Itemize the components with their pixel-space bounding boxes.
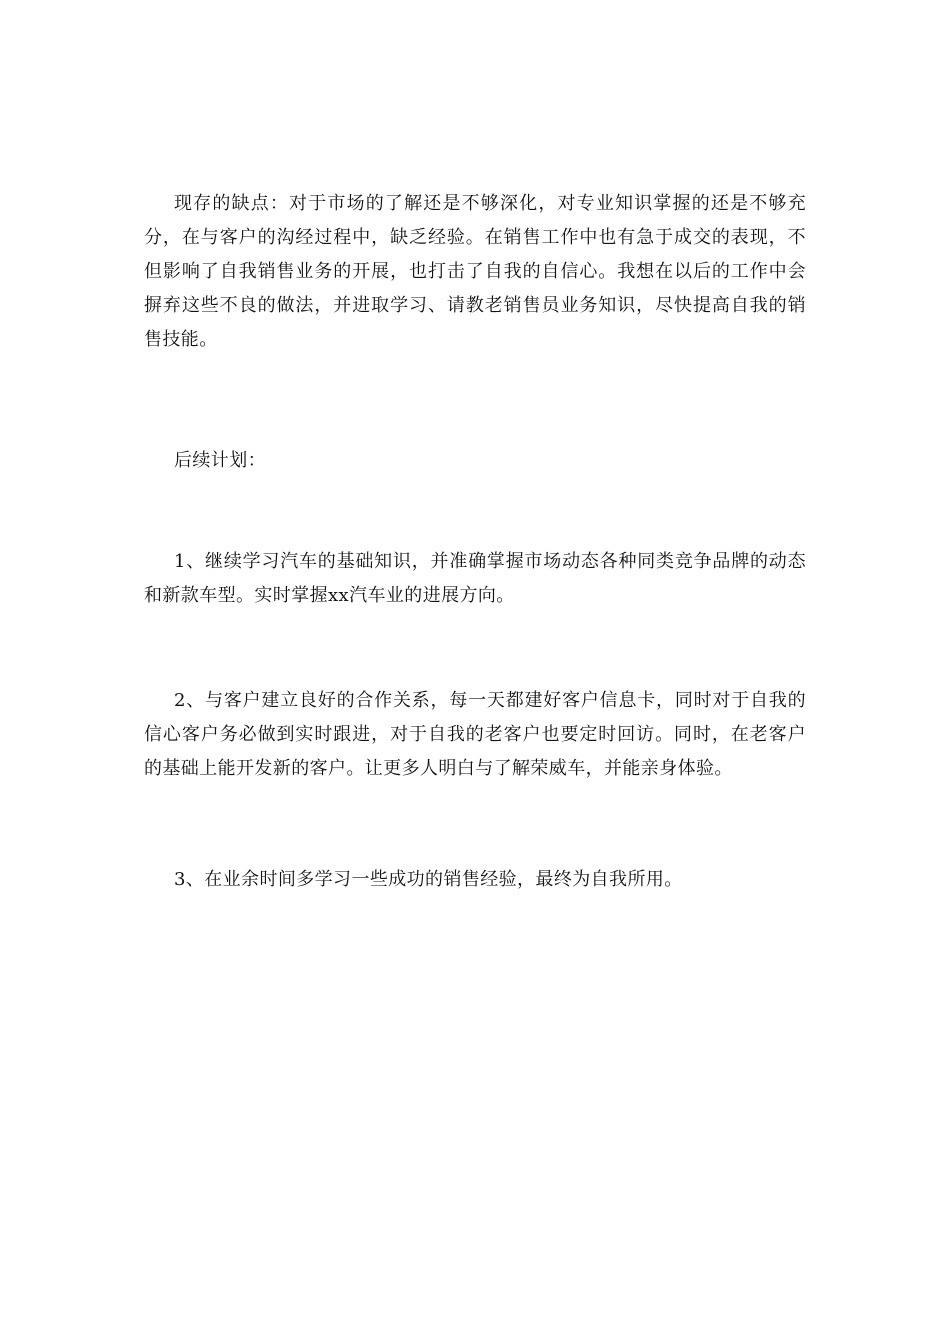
paragraph-plan-item-1: 1、继续学习汽车的基础知识，并准确掌握市场动态各种同类竞争品牌的动态和新款车型。实时掌握xx汽车业的进展方向。 bbox=[144, 551, 806, 606]
paragraph-plan-item-2: 2、与客户建立良好的合作关系，每一天都建好客户信息卡，同时对于自我的信心客户务必做到实时跟进，对于自我的老客户也要定时回访。同时，在老客户的基础上能开发新的客户。让更多人明白与了解荣威车，并能亲身体验。 bbox=[144, 690, 806, 779]
paragraph-followup-heading: 后续计划： bbox=[174, 450, 266, 471]
paragraph-shortcomings: 现存的缺点：对于市场的了解还是不够深化，对专业知识掌握的还是不够充分，在与客户的沟经过程中，缺乏经验。在销售工作中也有急于成交的表现，不但影响了自我销售业务的开展，也打击了自我的自信心。我想在以后的工作中会摒弃这些不良的做法，并进取学习、请教老销售员业务知识，尽快提高自我的销售技能。 bbox=[144, 193, 806, 350]
paragraph-plan-item-3: 3、在业余时间多学习一些成功的销售经验，最终为自我所用。 bbox=[174, 869, 683, 890]
